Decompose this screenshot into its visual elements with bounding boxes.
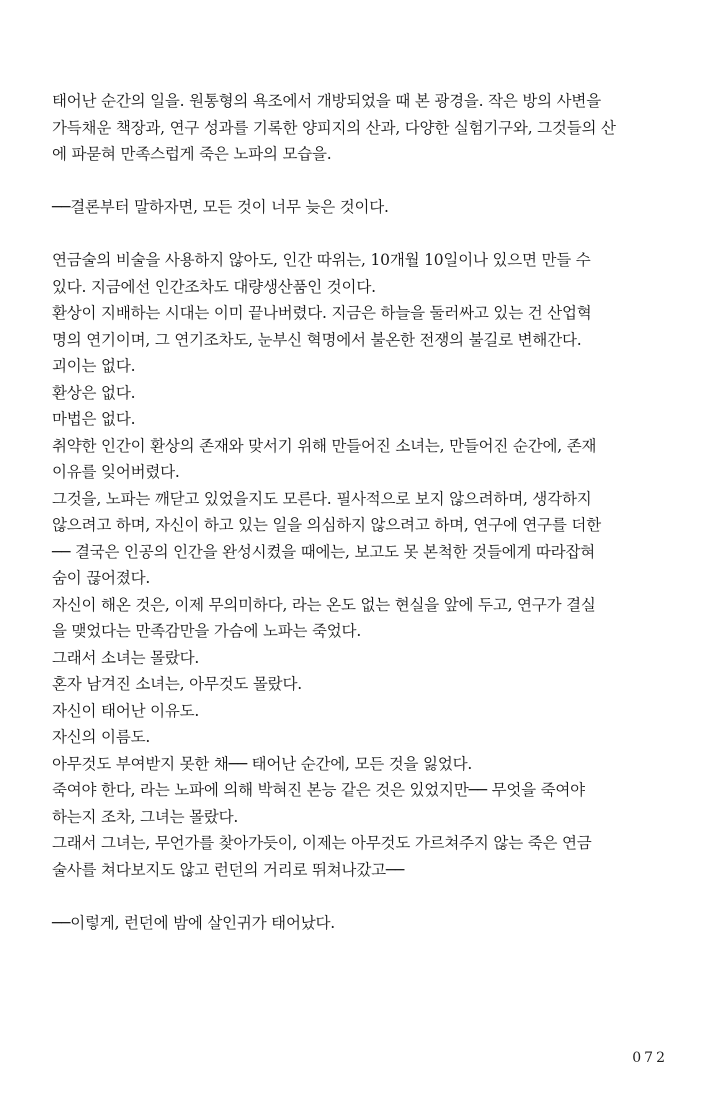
page-number: 072 xyxy=(632,1050,668,1066)
text-line: 숨이 끊어졌다. xyxy=(52,569,151,587)
text-line: 그래서 소녀는 몰랐다. xyxy=(52,648,200,667)
text-line: 환상은 없다. xyxy=(52,383,136,402)
text-line: 그래서 그녀는, 무언가를 찾아가듯이, 이제는 아무것도 가르쳐주지 않는 죽은 연금 xyxy=(52,834,592,852)
text-line: 있다. 지금에선 인간조차도 대량생산품인 것이다. xyxy=(52,277,376,296)
blank-line xyxy=(52,168,680,195)
text-line: 을 맺었다는 만족감만을 가슴에 노파는 죽었다. xyxy=(52,622,362,640)
text-line: 에 파묻혀 만족스럽게 죽은 노파의 모습을. xyxy=(52,145,332,163)
blank-line xyxy=(52,221,680,248)
text-line: 이유를 잊어버렸다. xyxy=(52,463,180,481)
text-line: 하는지 조차, 그녀는 몰랐다. xyxy=(52,807,239,826)
text-line: 그것을, 노파는 깨닫고 있었을지도 모른다. 필사적으로 보지 않으려하며, 생각하지 xyxy=(52,489,592,508)
text-line: 태어난 순간의 일을. 원통형의 욕조에서 개방되었을 때 본 광경을. 작은 방의 사변을 xyxy=(52,92,601,110)
text-line: 환상이 지배하는 시대는 이미 끝나버렸다. 지금은 하늘을 둘러싸고 있는 건 산업혁 xyxy=(52,304,592,322)
blank-line xyxy=(52,883,680,910)
text-line: 괴이는 없다. xyxy=(52,357,136,375)
body-text xyxy=(52,88,680,936)
text-line: 죽여야 한다, 라는 노파에 의해 박혀진 본능 같은 것은 있었지만── 무엇을 죽여야 xyxy=(52,781,585,799)
text-line: 취약한 인간이 환상의 존재와 맞서기 위해 만들어진 소녀는, 만들어진 순간에, 존재 xyxy=(52,436,597,455)
text-line: ──결론부터 말하자면, 모든 것이 너무 늦은 것이다. xyxy=(52,198,389,216)
text-line: ── 결국은 인공의 인간을 완성시켰을 때에는, 보고도 못 본척한 것들에게 따라잡혀 xyxy=(52,542,595,561)
text-line: 연금술의 비술을 사용하지 않아도, 인간 따위는, 10개월 10일이나 있으면 만들 수 xyxy=(52,251,591,269)
text-line: 자신이 태어난 이유도. xyxy=(52,701,200,720)
text-line: 아무것도 부여받지 못한 채── 태어난 순간에, 모든 것을 잃었다. xyxy=(52,754,473,773)
text-line: 가득채운 책장과, 연구 성과를 기록한 양피지의 산과, 다양한 실험기구와, 그것들의 산 xyxy=(52,118,616,137)
text-line: 혼자 남겨진 소녀는, 아무것도 몰랐다. xyxy=(52,675,302,693)
text-line: 자신의 이름도. xyxy=(52,728,151,746)
text-line: 않으려고 하며, 자신이 하고 있는 일을 의심하지 않으려고 하며, 연구에 연구를 더한 xyxy=(52,516,601,534)
text-line: 명의 연기이며, 그 연기조차도, 눈부신 혁명에서 불온한 전쟁의 불길로 변해간다. xyxy=(52,330,582,349)
text-line: ──이렇게, 런던에 밤에 살인귀가 태어났다. xyxy=(52,913,335,932)
text-line: 술사를 쳐다보지도 않고 런던의 거리로 뛰쳐나갔고── xyxy=(52,860,405,879)
text-line: 마법은 없다. xyxy=(52,410,136,428)
text-line: 자신이 해온 것은, 이제 무의미하다, 라는 온도 없는 현실을 앞에 두고, 연구가 결실 xyxy=(52,595,596,614)
